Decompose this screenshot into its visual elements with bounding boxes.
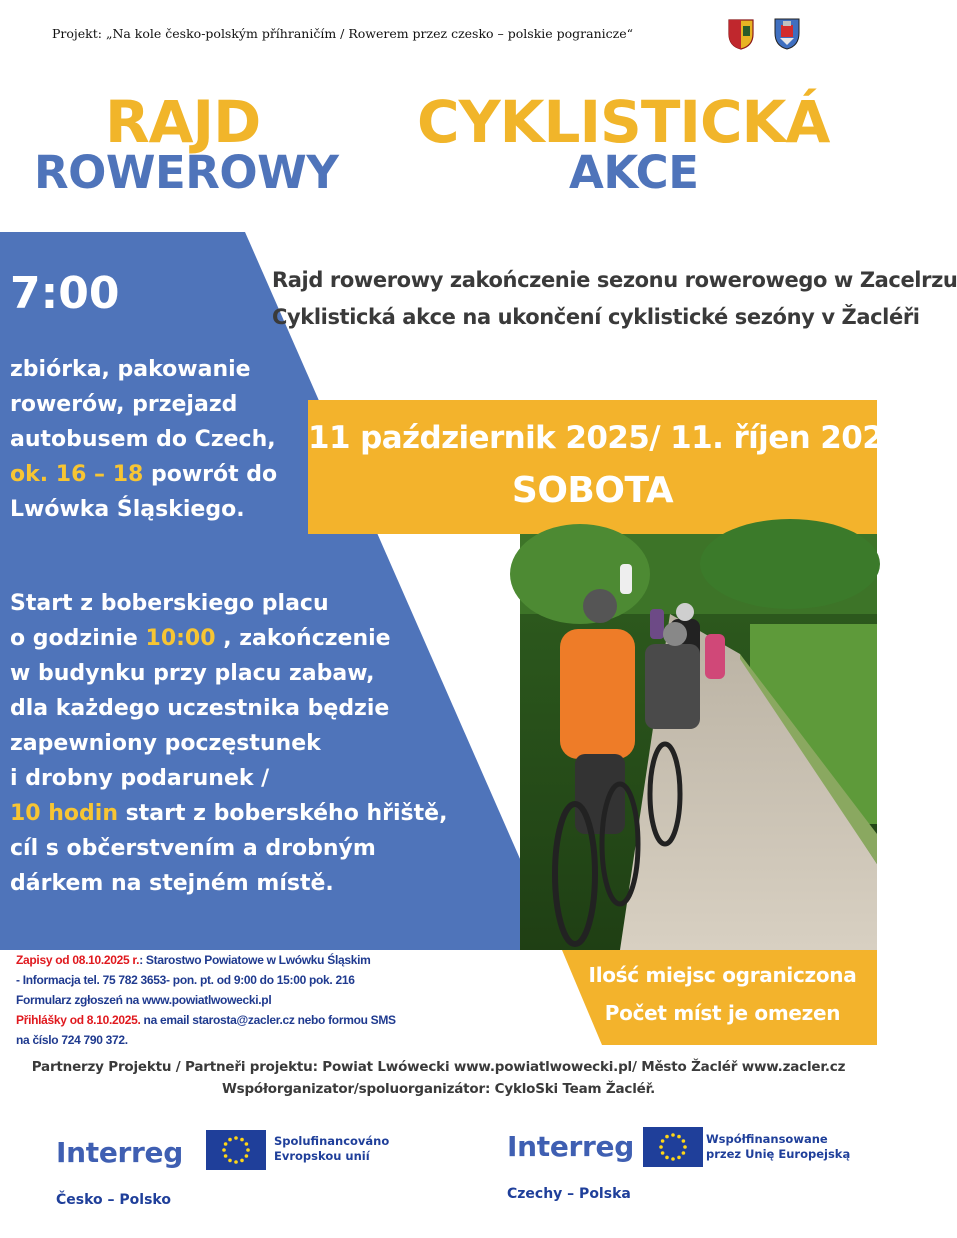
partners-line: Partnerzy Projektu / Partneři projektu: Powiat Lwówecki www.powiatlwowecki.pl/ Město Žacléř www.zacler.cz: [31, 1059, 846, 1075]
interreg-region: Czechy – Polska: [507, 1186, 631, 1202]
details-text: o godzinie: [10, 626, 146, 651]
details-line: i drobny podarunek /: [10, 766, 270, 791]
event-subtitle: [272, 262, 957, 336]
registration-email[interactable]: na email starosta@zacler.cz nebo formou SMS: [140, 1013, 396, 1027]
registration-line: [16, 1010, 536, 1030]
itinerary-text: powrót do: [143, 462, 278, 487]
project-title: Projekt: „Na kole česko-polským příhraničím / Rowerem przez czesko – polskie pogranicze“: [52, 26, 634, 41]
registration-date-pl: Zapisy od 08.10.2025 r.: [16, 953, 140, 967]
event-date: 11 październik 2025/ 11. říjen 2025: [308, 420, 905, 456]
details-line: [10, 621, 450, 656]
details-line: zapewniony poczęstunek: [10, 731, 321, 756]
coorganizer-line: Współorganizator/spoluorganizátor: CykloSki Team Žacléř.: [221, 1081, 656, 1097]
limited-places-text: [568, 956, 877, 1032]
start-time-cz-highlight: 10 hodin: [10, 801, 119, 826]
eu-text-line: Współfinansowane: [706, 1132, 828, 1146]
eu-text-line: przez Unię Europejską: [706, 1147, 851, 1161]
itinerary-line: zbiórka, pakowanie: [10, 357, 251, 382]
municipal-crest-icon: [727, 18, 755, 50]
title-czech-line2: AKCE: [569, 146, 699, 199]
eu-text-line: Evropskou unií: [274, 1149, 370, 1163]
registration-line: [16, 950, 536, 970]
start-time-highlight: 10:00: [145, 626, 216, 651]
registration-text: : Starostwo Powiatowe w Lwówku Śląskim: [139, 953, 371, 967]
eu-flag-icon: [206, 1130, 266, 1170]
cyclists-photo: [520, 534, 877, 950]
itinerary-line: Lwówka Śląskiego.: [10, 497, 245, 522]
itinerary-line: autobusem do Czech,: [10, 427, 276, 452]
registration-form-link[interactable]: Formularz zgłoszeń na www.powiatlwowecki.pl: [16, 993, 272, 1007]
municipal-crest-icon: [772, 16, 802, 50]
title-czech-line1: CYKLISTICKÁ: [417, 88, 830, 156]
registration-date-cz: Přihlášky od 8.10.2025.: [16, 1013, 141, 1027]
interreg-region: Česko – Polsko: [56, 1192, 171, 1208]
itinerary-line: rowerów, przejazd: [10, 392, 238, 417]
interreg-logo: Interreg: [507, 1130, 634, 1163]
details-line: Start z boberskiego placu: [10, 591, 329, 616]
eu-cofinancing-text: [706, 1132, 850, 1162]
return-time-highlight: ok. 16 – 18: [10, 462, 144, 487]
details-text: start z boberského hřiště,: [118, 801, 448, 826]
limit-czech: Počet míst je omezen: [604, 1001, 841, 1025]
details-line: [10, 796, 450, 831]
title-polish-line2: ROWEROWY: [34, 146, 339, 199]
details-line: w budynku przy placu zabaw,: [10, 661, 375, 686]
subtitle-czech: Cyklistická akce na ukončení cyklistické sezóny v Žacléři: [272, 305, 920, 329]
registration-phone: na číslo 724 790 372.: [16, 1033, 128, 1047]
eu-text-line: Spolufinancováno: [274, 1134, 390, 1148]
details-line: dla każdego uczestnika będzie: [10, 696, 390, 721]
details-line: dárkem na stejném místě.: [10, 871, 334, 896]
title-polish-line1: RAJD: [105, 88, 261, 156]
eu-cofinancing-text: [274, 1134, 389, 1164]
details-text: , zakończenie: [215, 626, 391, 651]
subtitle-polish: Rajd rowerowy zakończenie sezonu rowerowego w Zacelrzu: [272, 268, 957, 292]
registration-info: [16, 950, 536, 1050]
itinerary-line: [10, 457, 310, 492]
interreg-logo: Interreg: [56, 1136, 183, 1169]
details-line: cíl s občerstvením a drobným: [10, 836, 376, 861]
gathering-time: 7:00: [10, 268, 120, 319]
eu-flag-icon: [643, 1127, 703, 1167]
registration-line: - Informacja tel. 75 782 3653- pon. pt. od 9:00 do 15:00 pok. 216: [16, 973, 355, 987]
start-details-paragraph: [10, 586, 450, 901]
partners-info: [0, 1056, 877, 1100]
event-day: SOBOTA: [511, 470, 674, 511]
limit-polish: Ilość miejsc ograniczona: [588, 963, 857, 987]
itinerary-paragraph: [10, 352, 310, 527]
